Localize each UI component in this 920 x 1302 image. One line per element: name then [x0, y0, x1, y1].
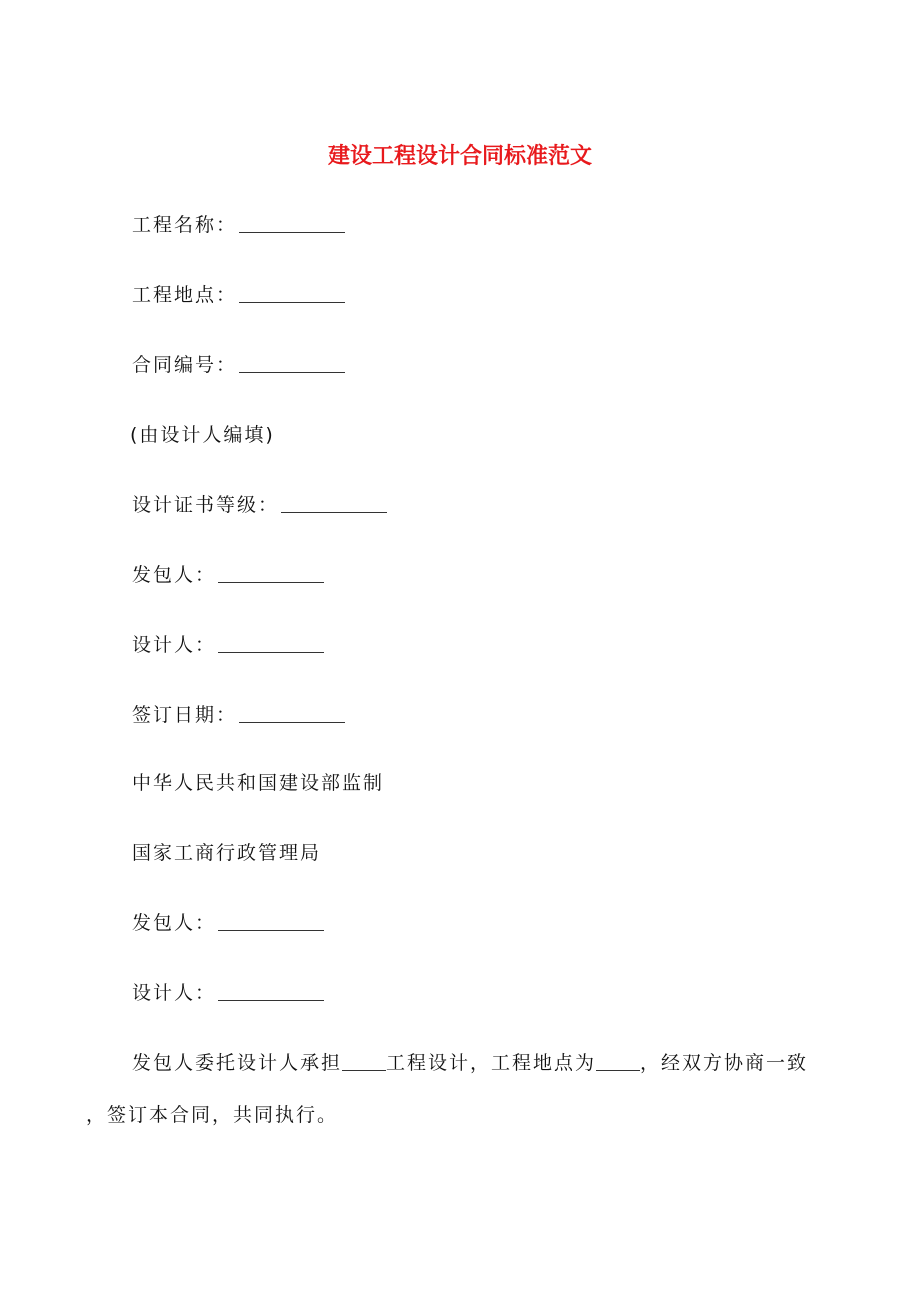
- employer-signature-label: 发包人：: [132, 912, 217, 934]
- sign-date-blank: [239, 722, 345, 723]
- contract-number-label: 合同编号：: [132, 354, 238, 376]
- preamble-line-2: ，签订本合同，共同执行。: [86, 1104, 339, 1126]
- project-location-field: [132, 281, 345, 309]
- project-location-label: 工程地点：: [132, 284, 238, 306]
- designer-blank: [218, 652, 324, 653]
- location-blank: [596, 1070, 640, 1071]
- designer-signature-blank: [218, 1000, 324, 1001]
- employer-label: 发包人：: [132, 564, 217, 586]
- employer-blank: [218, 582, 324, 583]
- designer-signature-label: 设计人：: [132, 982, 217, 1004]
- certificate-level-label: 设计证书等级：: [132, 494, 280, 516]
- sign-date-field: [132, 701, 345, 729]
- designer-label: 设计人：: [132, 634, 217, 656]
- project-blank: [342, 1070, 386, 1071]
- designer-signature-field: [132, 979, 324, 1007]
- preamble-line-1: [132, 1049, 808, 1077]
- preamble-part-3: ，经双方协商一致: [640, 1052, 809, 1074]
- filled-by-note: (由设计人编填): [130, 424, 275, 446]
- contract-number-blank: [239, 372, 345, 373]
- sign-date-label: 签订日期：: [132, 704, 238, 726]
- bureau-name: 国家工商行政管理局: [132, 842, 322, 864]
- ministry-supervision: 中华人民共和国建设部监制: [132, 772, 385, 794]
- preamble-part-1: 发包人委托设计人承担: [132, 1052, 343, 1074]
- employer-field: [132, 561, 324, 589]
- certificate-level-field: [132, 491, 387, 519]
- designer-field: [132, 631, 324, 659]
- project-location-blank: [239, 302, 345, 303]
- preamble-part-2: 工程设计，工程地点为: [386, 1052, 597, 1074]
- project-name-blank: [239, 232, 345, 233]
- employer-signature-field: [132, 909, 324, 937]
- project-name-label: 工程名称：: [132, 214, 238, 236]
- contract-number-field: [132, 351, 345, 379]
- certificate-level-blank: [281, 512, 387, 513]
- employer-signature-blank: [218, 930, 324, 931]
- project-name-field: [132, 211, 345, 239]
- document-title: 建设工程设计合同标准范文: [327, 143, 592, 169]
